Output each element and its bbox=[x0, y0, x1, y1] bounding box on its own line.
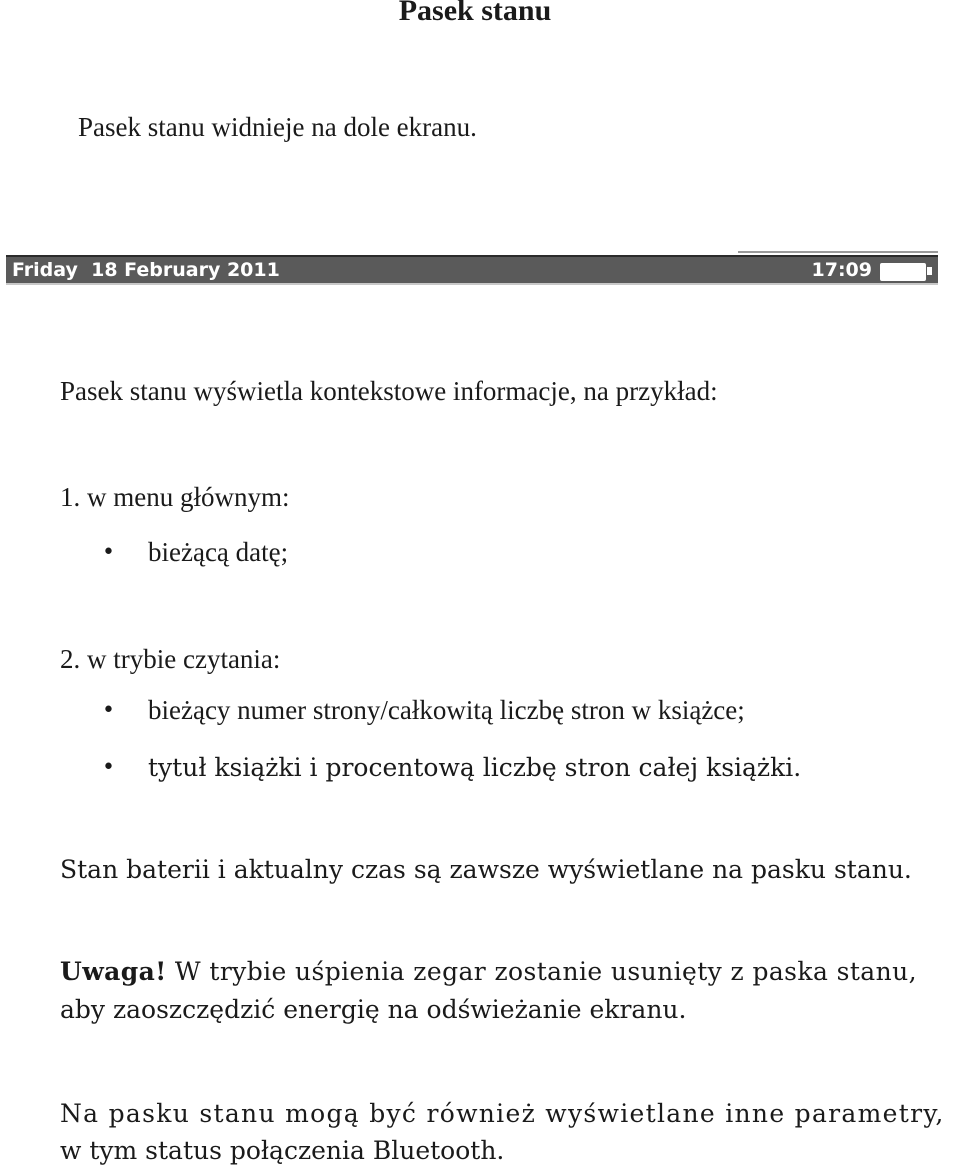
battery-full-icon bbox=[880, 263, 926, 281]
status-bar-time: 17:09 bbox=[811, 259, 872, 281]
bullet-marker: • bbox=[102, 540, 115, 565]
list-heading-reading-mode: 2. w trybie czytania: bbox=[60, 644, 281, 674]
list-item: bieżący numer strony/całkowitą liczbę stron w książce; bbox=[148, 695, 745, 725]
battery-tip bbox=[927, 267, 932, 275]
bullet-marker: • bbox=[102, 698, 115, 723]
warning-text: W trybie uśpienia zegar zostanie usunięty z paska stanu, bbox=[166, 957, 917, 986]
status-bar bbox=[6, 255, 938, 285]
more-line-1: Na pasku stanu mogą być również wyświetlane inne parametry, bbox=[60, 1099, 945, 1128]
warning-line-1 bbox=[60, 957, 917, 986]
bullet-marker: • bbox=[102, 755, 115, 780]
warning-line-2: aby zaoszczędzić energię na odświeżanie ekranu. bbox=[60, 995, 687, 1024]
warning-label: Uwaga! bbox=[60, 957, 167, 986]
status-bar-divider bbox=[738, 251, 938, 253]
more-line-2: w tym status połączenia Bluetooth. bbox=[60, 1136, 505, 1165]
status-bar-date: Friday 18 February 2011 bbox=[12, 259, 280, 281]
list-item: tytuł książki i procentową liczbę stron całej książki. bbox=[148, 753, 802, 782]
list-item: bieżącą datę; bbox=[148, 537, 289, 567]
lead-text: Pasek stanu wyświetla kontekstowe informacje, na przykład: bbox=[60, 376, 718, 406]
intro-text: Pasek stanu widnieje na dole ekranu. bbox=[78, 112, 477, 142]
battery-note: Stan baterii i aktualny czas są zawsze wyświetlane na pasku stanu. bbox=[60, 855, 912, 884]
page-title: Pasek stanu bbox=[398, 0, 552, 27]
list-heading-main-menu: 1. w menu głównym: bbox=[60, 482, 290, 512]
